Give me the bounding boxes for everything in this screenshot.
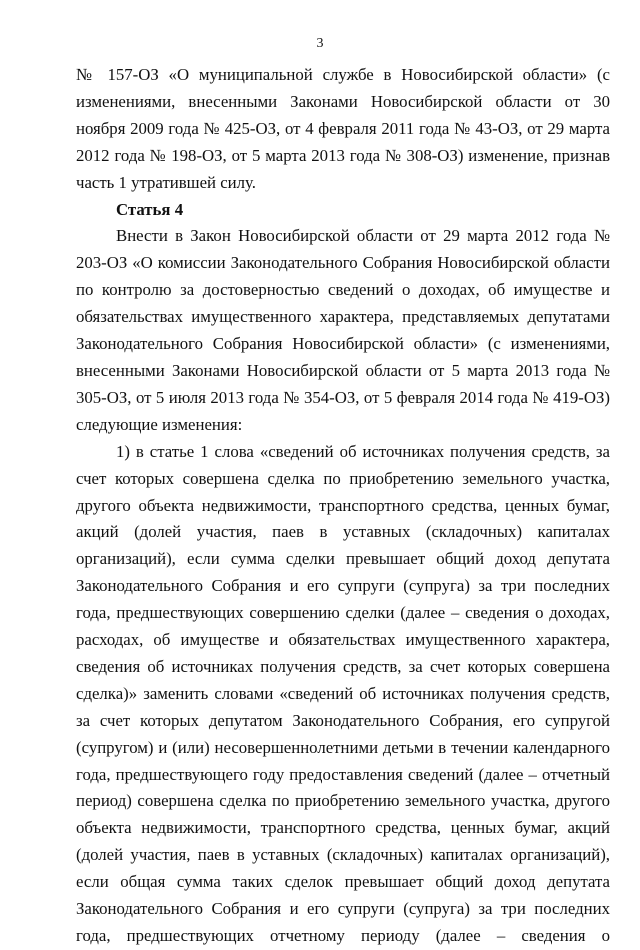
article-heading: Статья 4 (116, 199, 184, 219)
document-body (76, 62, 610, 950)
article-paragraph: Внести в Закон Новосибирской области от 29 марта 2012 года № 203-ОЗ «О комиссии Законодательного Собрания Новосибирской области по контролю за достоверностью сведений о доходах, об имуществе и обязательствах имущественного характера, представляемых депутатами Законодательного Собрания Новосибирской области» (с изменениями, внесенными Законами Новосибирской области от 5 марта 2013 года № 305-ОЗ, от 5 июля 2013 года № 354-ОЗ, от 5 февраля 2014 года № 419-ОЗ) следующие изменения: (76, 226, 610, 434)
intro-paragraph: № 157-ОЗ «О муниципальной службе в Новосибирской области» (с изменениями, внесенными Законами Новосибирской области от 30 ноября 2009 года № 425-ОЗ, от 4 февраля 2011 года № 43-ОЗ, от 29 марта 2012 года № 198-ОЗ, от 5 марта 2013 года № 308-ОЗ) изменение, признав часть 1 утратившей силу. (76, 65, 610, 192)
clause-1-paragraph: 1) в статье 1 слова «сведений об источниках получения средств, за счет которых совершена сделка по приобретению земельного участка, другого объекта недвижимости, транспортного средства, ценных бумаг, акций (долей участия, паев в уставных (складочных) капиталах организаций), если сумма сделки превышает общий доход депутата Законодательного Собрания и его супруги (супруга) за три последних года, предшествующих совершению сделки (далее – сведения о доходах, расходах, об имуществе и обязательствах имущественного характера, сведения об источниках получения средств, за счет которых совершена сделка)» заменить словами «сведений об источниках получения средств, за счет которых депутатом Законодательного Собрания, его супругой (супругом) и (или) несовершеннолетними детьми в течении календарного года, предшествующего году предоставления сведений (далее – отчетный период) совершена сделка по приобретению земельного участка, другого объекта недвижимости, транспортного средства, ценных бумаг, акций (долей участия, паев в уставных (складочных) капиталах организаций), если общая сумма таких сделок превышает общий доход депутата Законодательного Собрания и его супруги (супруга) за три последних года, предшествующих отчетному периоду (далее – сведения о (76, 441, 610, 945)
page-number: 3 (316, 36, 324, 51)
